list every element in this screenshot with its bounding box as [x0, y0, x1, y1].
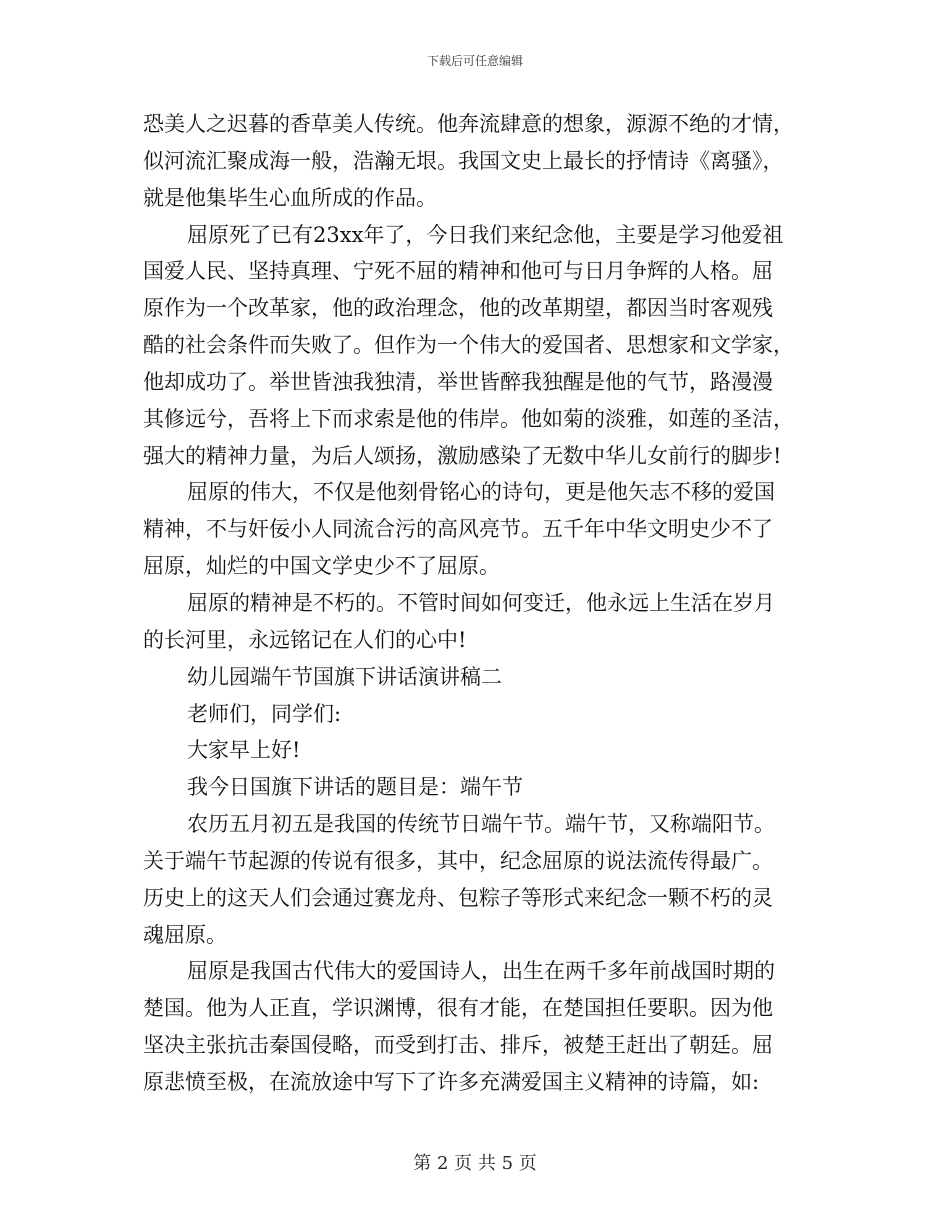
text-line: 历史上的这天人们会通过赛龙舟、包粽子等形式来纪念一颗不朽的灵: [143, 885, 773, 910]
text-line: 的长河里，永远铭记在人们的心中!: [143, 627, 467, 652]
text-line: 幼儿园端午节国旗下讲话演讲稿二: [187, 664, 502, 689]
document-body: [143, 106, 811, 1101]
page-header: 下载后可任意编辑: [426, 54, 523, 68]
text-line: 就是他集毕生心血所成的作品。: [143, 185, 437, 210]
text-line: 魂屈原。: [143, 922, 227, 947]
text-line: 屈原的伟大，不仅是他刻骨铭心的诗句，更是他矢志不移的爱国: [187, 480, 775, 505]
text-line: 强大的精神力量，为后人颂扬，激励感染了无数中华儿女前行的脚步!: [143, 443, 782, 468]
page-number: 第 2 页 共 5 页: [413, 1153, 537, 1174]
text-line: 原作为一个改革家，他的政治理念，他的改革期望，都因当时客观残: [143, 296, 773, 321]
text-line: 屈原的精神是不朽的。不管时间如何变迁，他永远上生活在岁月: [187, 590, 775, 615]
text-line: 他却成功了。举世皆浊我独清，举世皆醉我独醒是他的气节，路漫漫: [143, 369, 773, 394]
text-line: 精神，不与奸佞小人同流合污的高风亮节。五千年中华文明史少不了: [143, 517, 773, 542]
text-line: 原悲愤至极，在流放途中写下了许多充满爱国主义精神的诗篇，如:: [143, 1069, 760, 1094]
text-line: 大家早上好!: [187, 738, 301, 763]
text-line: 关于端午节起源的传说有很多，其中，纪念屈原的说法流传得最广。: [143, 848, 773, 873]
text-line: 恐美人之迟暮的香草美人传统。他奔流肆意的想象，源源不绝的才情，: [143, 112, 794, 136]
text-line: 其修远兮，吾将上下而求索是他的伟岸。他如菊的淡雅，如莲的圣洁，: [143, 406, 794, 431]
text-line: 屈原是我国古代伟大的爱国诗人，出生在两千多年前战国时期的: [187, 959, 775, 984]
text-line: 酷的社会条件而失败了。但作为一个伟大的爱国者、思想家和文学家，: [143, 333, 794, 358]
text-line: 屈原，灿烂的中国文学史少不了屈原。: [143, 554, 500, 579]
text-line: 农历五月初五是我国的传统节日端午节。端午节，又称端阳节。: [187, 812, 775, 837]
text-line: 国爱人民、坚持真理、宁死不屈的精神和他可与日月争辉的人格。屈: [143, 259, 773, 284]
text-line: 似河流汇聚成海一般，浩瀚无垠。我国文史上最长的抒情诗《离骚》，: [143, 148, 784, 173]
text-line: 坚决主张抗击秦国侵略，而受到打击、排斥，被楚王赶出了朝廷。屈: [143, 1033, 773, 1058]
text-line: 我今日国旗下讲话的题目是：端午节: [187, 775, 523, 800]
text-line: 老师们，同学们:: [187, 701, 342, 726]
text-line: 屈原死了已有23xx年了，今日我们来纪念他，主要是学习他爱祖: [187, 222, 784, 247]
text-line: 楚国。他为人正直，学识渊博，很有才能，在楚国担任要职。因为他: [143, 996, 773, 1021]
